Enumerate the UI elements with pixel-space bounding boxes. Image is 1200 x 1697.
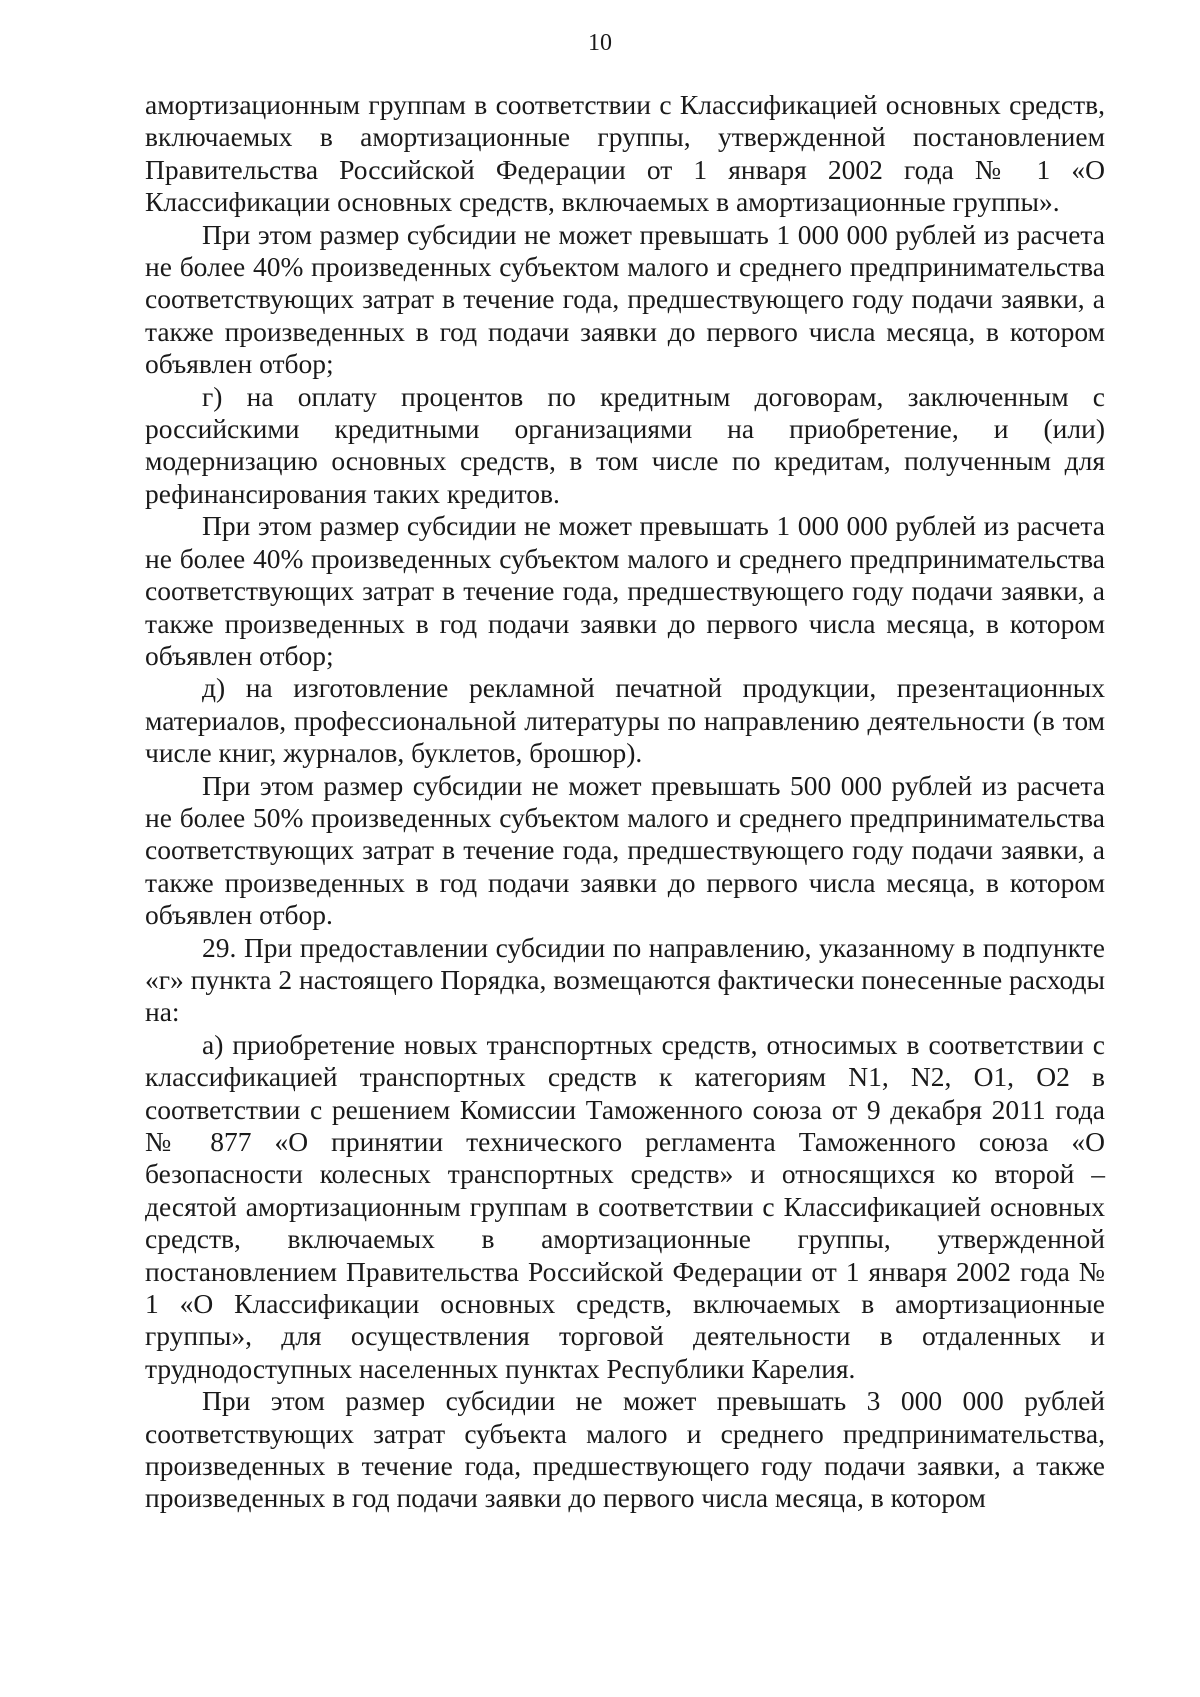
paragraph: При этом размер субсидии не может превышать 500 000 рублей из расчета не более 50% произведенных субъектом малого и среднего предпринимательства соответствующих затрат в течение года, предшествующего году подачи заявки, а также произведенных в год подачи заявки до первого числа месяца, в котором объявлен отбор. xyxy=(145,769,1105,931)
paragraph: а) приобретение новых транспортных средств, относимых в соответствии с классификацией транспортных средств к категориям N1, N2, O1, O2 в соответствии с решением Комиссии Таможенного союза от 9 декабря 2011 года № 877 «О принятии технического регламента Таможенного союза «О безопасности колесных транспортных средств» и относящихся ко второй – десятой амортизационным группам в соответствии с Классификацией основных средств, включаемых в амортизационные группы, утвержденной постановлением Правительства Российской Федерации от 1 января 2002 года № 1 «О Классификации основных средств, включаемых в амортизационные группы», для осуществления торговой деятельности в отдаленных и труднодоступных населенных пунктах Республики Карелия. xyxy=(145,1028,1105,1384)
paragraph: При этом размер субсидии не может превышать 3 000 000 рублей соответствующих затрат субъекта малого и среднего предпринимательства, произведенных в течение года, предшествующего году подачи заявки, а также произведенных в год подачи заявки до первого числа месяца, в котором xyxy=(145,1385,1105,1514)
document-body xyxy=(145,89,1105,1515)
paragraph: 29. При предоставлении субсидии по направлению, указанному в подпункте «г» пункта 2 настоящего Порядка, возмещаются фактически понесенные расходы на: xyxy=(145,931,1105,1028)
page-number: 10 xyxy=(588,30,612,56)
paragraph: д) на изготовление рекламной печатной продукции, презентационных материалов, профессиональной литературы по направлению деятельности (в том числе книг, журналов, буклетов, брошюр). xyxy=(145,672,1105,769)
paragraph: амортизационным группам в соответствии с Классификацией основных средств, включаемых в амортизационные группы, утвержденной постановлением Правительства Российской Федерации от 1 января 2002 года № 1 «О Классификации основных средств, включаемых в амортизационные группы». xyxy=(145,89,1105,218)
paragraph: При этом размер субсидии не может превышать 1 000 000 рублей из расчета не более 40% произведенных субъектом малого и среднего предпринимательства соответствующих затрат в течение года, предшествующего году подачи заявки, а также произведенных в год подачи заявки до первого числа месяца, в котором объявлен отбор; xyxy=(145,218,1105,380)
paragraph: г) на оплату процентов по кредитным договорам, заключенным с российскими кредитными организациями на приобретение, и (или) модернизацию основных средств, в том числе по кредитам, полученным для рефинансирования таких кредитов. xyxy=(145,380,1105,509)
paragraph: При этом размер субсидии не может превышать 1 000 000 рублей из расчета не более 40% произведенных субъектом малого и среднего предпринимательства соответствующих затрат в течение года, предшествующего году подачи заявки, а также произведенных в год подачи заявки до первого числа месяца, в котором объявлен отбор; xyxy=(145,510,1105,671)
